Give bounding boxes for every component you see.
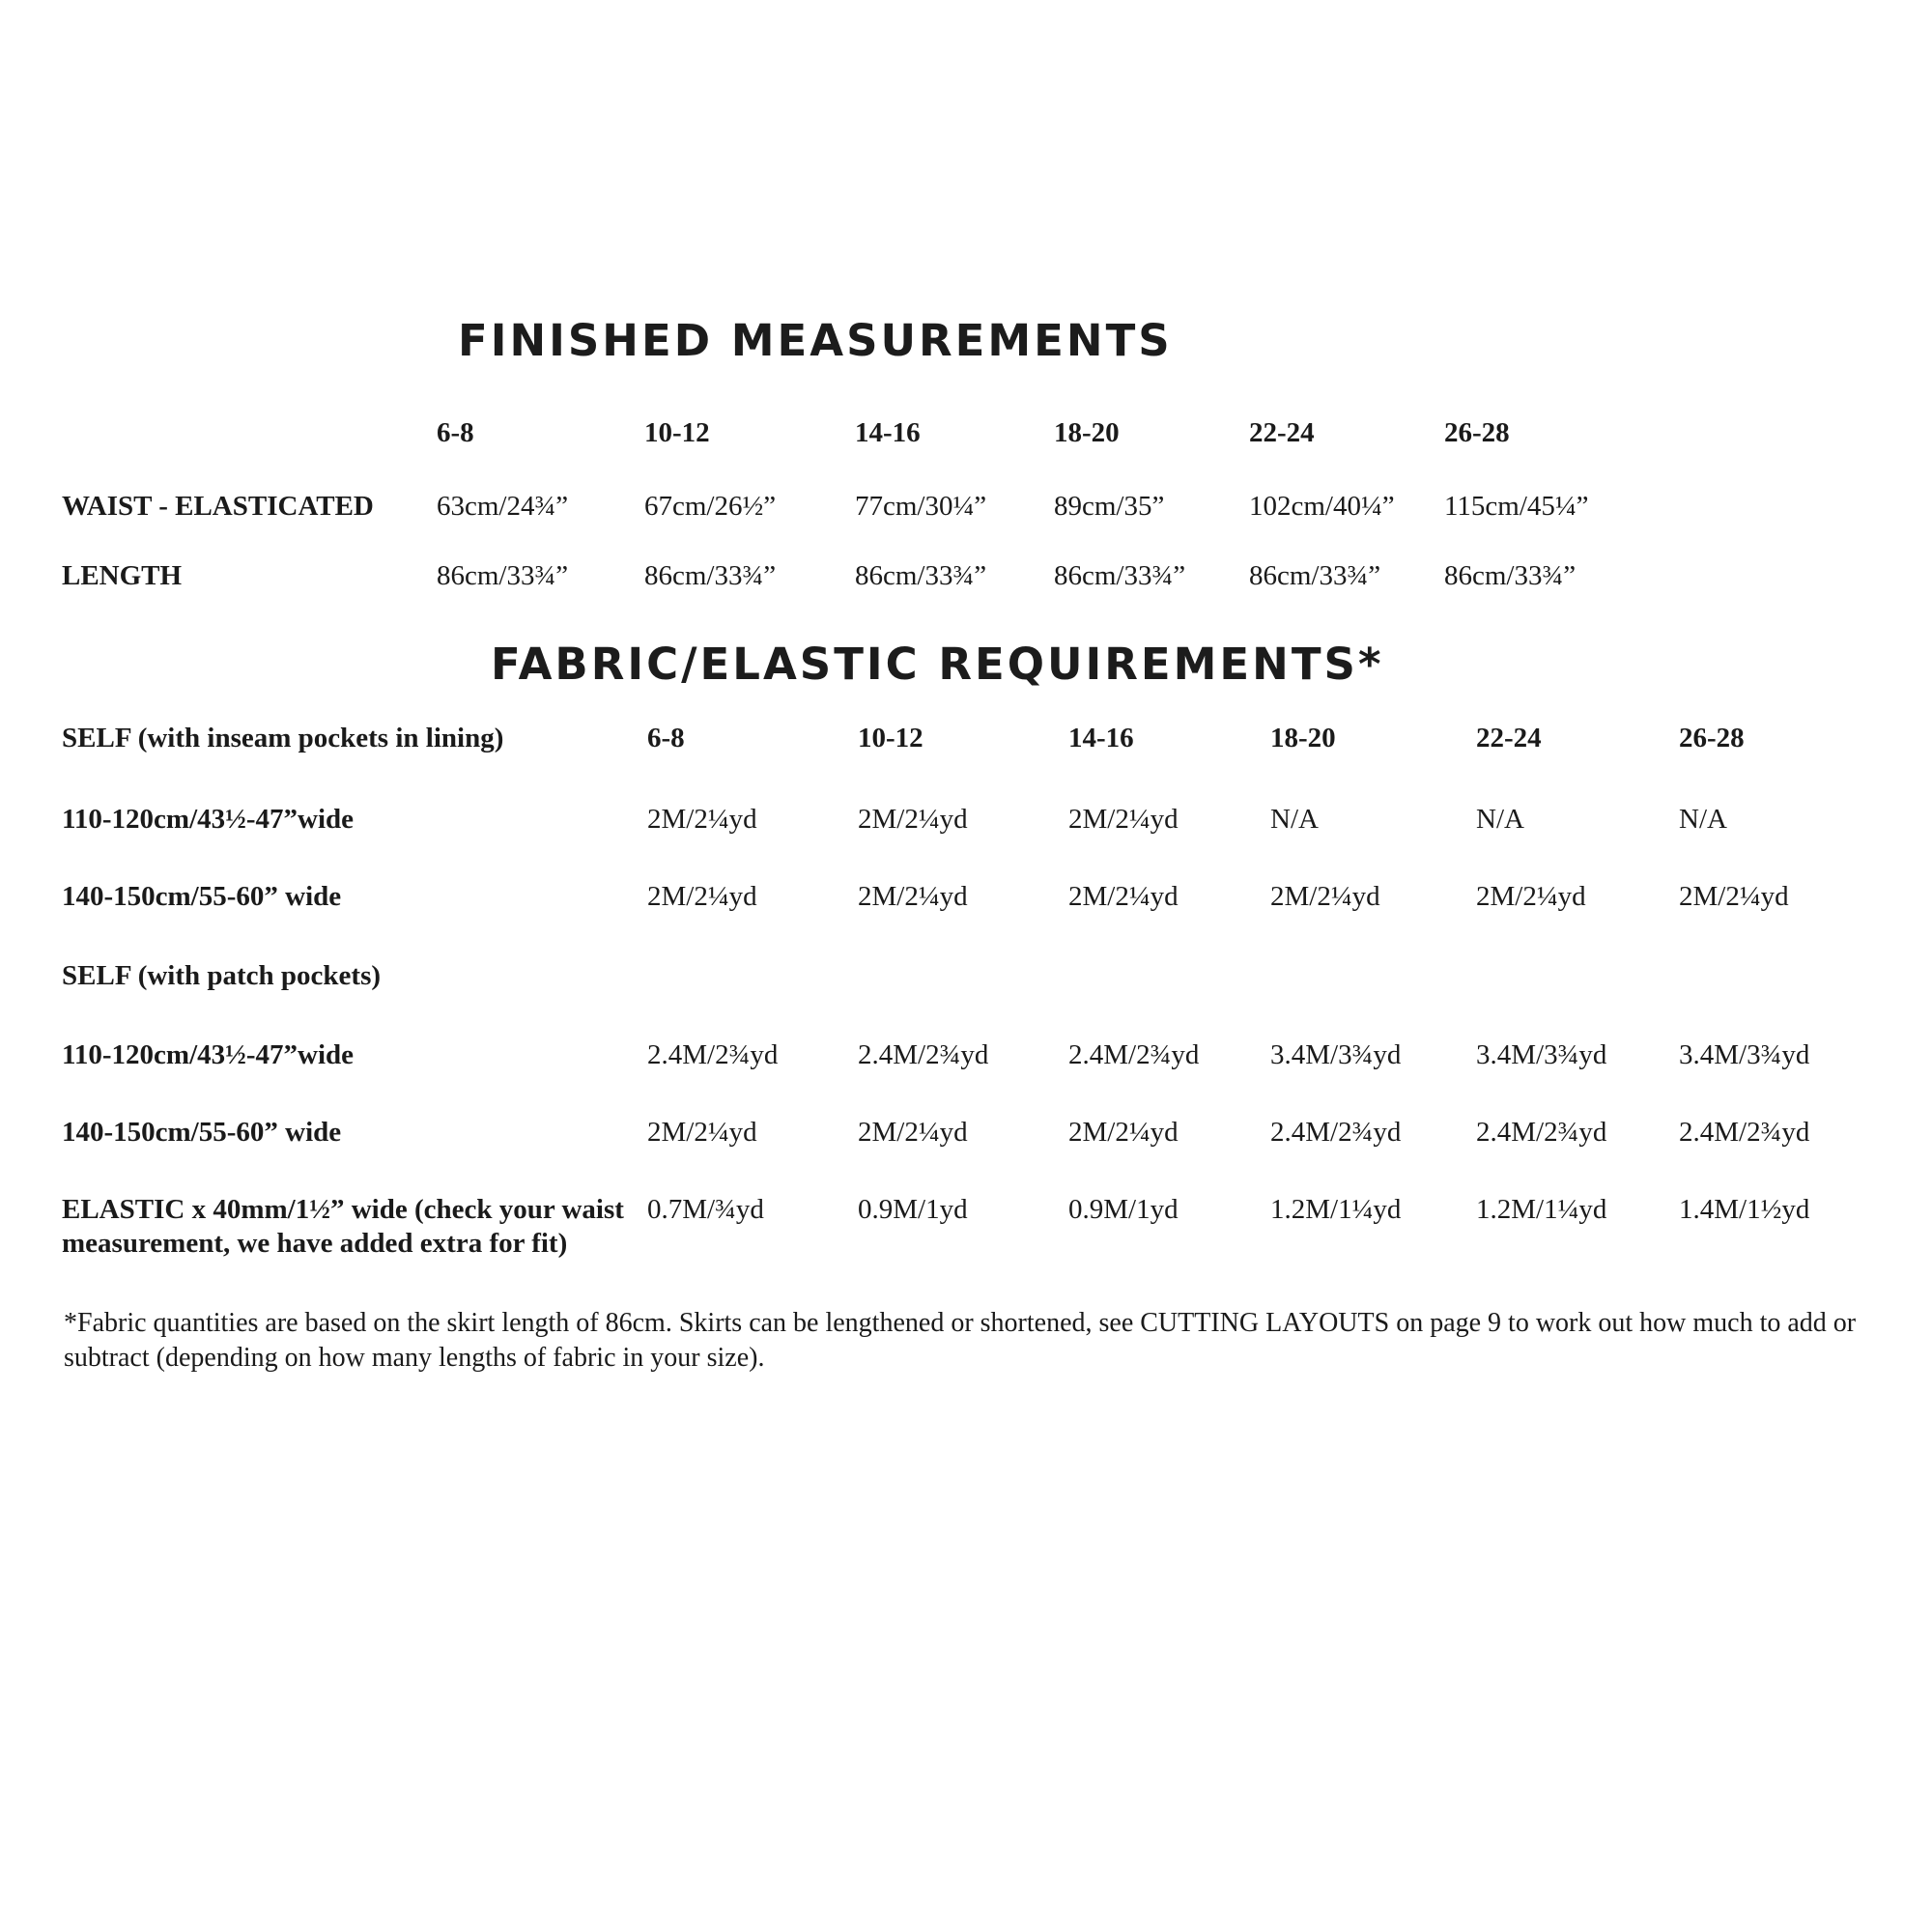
size-header: 10-12 [858, 723, 923, 753]
footnote: *Fabric quantities are based on the skirt length of 86cm. Skirts can be lengthened or shortened, see CUTTING LAYOUTS on page 9 to work out how much to add or subtract (depending on how many lengths of fabric in your size). [64, 1308, 1857, 1373]
size-header: 26-28 [1444, 417, 1510, 448]
requirement-cell: 2M/2¼yd [1270, 881, 1380, 912]
requirement-cell: 0.9M/1yd [1068, 1194, 1179, 1225]
measurement-cell: 115cm/45¼” [1444, 491, 1589, 522]
requirement-cell: 2.4M/2¾yd [1476, 1117, 1607, 1148]
requirement-cell: 2M/2¼yd [647, 1117, 757, 1148]
requirement-cell: 2M/2¼yd [1068, 881, 1179, 912]
requirement-cell: 3.4M/3¾yd [1476, 1039, 1607, 1070]
finished-measurements-title: FINISHED MEASUREMENTS [458, 315, 1173, 366]
requirement-cell: 2M/2¼yd [1068, 804, 1179, 835]
requirement-cell: N/A [1476, 804, 1524, 835]
elastic-label-line: measurement, we have added extra for fit) [62, 1228, 568, 1259]
requirement-cell: 2M/2¼yd [1068, 1117, 1179, 1148]
requirement-cell: 2.4M/2¾yd [647, 1039, 779, 1070]
requirement-cell: 2M/2¼yd [1679, 881, 1789, 912]
measurement-cell: 77cm/30¼” [855, 491, 987, 522]
measurement-cell: 86cm/33¾” [644, 560, 777, 591]
section-label: SELF (with inseam pockets in lining) [62, 723, 504, 753]
requirement-cell: 2M/2¼yd [858, 881, 968, 912]
requirement-cell: 1.2M/1¼yd [1476, 1194, 1607, 1225]
requirement-cell: 1.4M/1½yd [1679, 1194, 1810, 1225]
requirement-cell: 0.9M/1yd [858, 1194, 968, 1225]
requirement-cell: 2M/2¼yd [647, 804, 757, 835]
requirement-cell: 2M/2¼yd [858, 1117, 968, 1148]
row-label: 110-120cm/43½-47”wide [62, 1039, 355, 1070]
requirement-cell: 2.4M/2¾yd [858, 1039, 989, 1070]
section-label: SELF (with patch pockets) [62, 960, 382, 991]
size-header: 22-24 [1249, 417, 1315, 448]
requirement-cell: 0.7M/¾yd [647, 1194, 764, 1225]
requirement-cell: 2M/2¼yd [1476, 881, 1586, 912]
requirement-cell: N/A [1270, 804, 1319, 835]
requirement-cell: 2.4M/2¾yd [1270, 1117, 1402, 1148]
size-header: 6-8 [647, 723, 685, 753]
row-label: LENGTH [62, 560, 183, 591]
size-header: 26-28 [1679, 723, 1745, 753]
measurement-cell: 67cm/26½” [644, 491, 777, 522]
size-header: 14-16 [1068, 723, 1134, 753]
requirement-cell: 1.2M/1¼yd [1270, 1194, 1402, 1225]
size-header: 22-24 [1476, 723, 1542, 753]
requirement-cell: 3.4M/3¾yd [1679, 1039, 1810, 1070]
measurement-cell: 86cm/33¾” [1054, 560, 1186, 591]
requirement-cell: 2.4M/2¾yd [1679, 1117, 1810, 1148]
fabric-requirements-title: FABRIC/ELASTIC REQUIREMENTS* [491, 639, 1384, 690]
size-header: 6-8 [437, 417, 474, 448]
size-header: 18-20 [1270, 723, 1336, 753]
requirement-cell: 2M/2¼yd [647, 881, 757, 912]
measurement-cell: 102cm/40¼” [1249, 491, 1395, 522]
measurement-cell: 89cm/35” [1054, 491, 1165, 522]
elastic-label-line: ELASTIC x 40mm/1½” wide (check your waist [62, 1194, 624, 1225]
requirement-cell: 2M/2¼yd [858, 804, 968, 835]
measurement-cell: 63cm/24¾” [437, 491, 569, 522]
row-label: 140-150cm/55-60” wide [62, 1117, 342, 1148]
row-label: 110-120cm/43½-47”wide [62, 804, 355, 835]
size-header: 14-16 [855, 417, 921, 448]
measurement-cell: 86cm/33¾” [855, 560, 987, 591]
requirement-cell: 3.4M/3¾yd [1270, 1039, 1402, 1070]
measurement-cell: 86cm/33¾” [1444, 560, 1577, 591]
size-header: 18-20 [1054, 417, 1120, 448]
requirement-cell: N/A [1679, 804, 1727, 835]
row-label: 140-150cm/55-60” wide [62, 881, 342, 912]
measurement-cell: 86cm/33¾” [1249, 560, 1381, 591]
size-header: 10-12 [644, 417, 710, 448]
row-label: WAIST - ELASTICATED [62, 491, 374, 522]
measurement-cell: 86cm/33¾” [437, 560, 569, 591]
requirement-cell: 2.4M/2¾yd [1068, 1039, 1200, 1070]
